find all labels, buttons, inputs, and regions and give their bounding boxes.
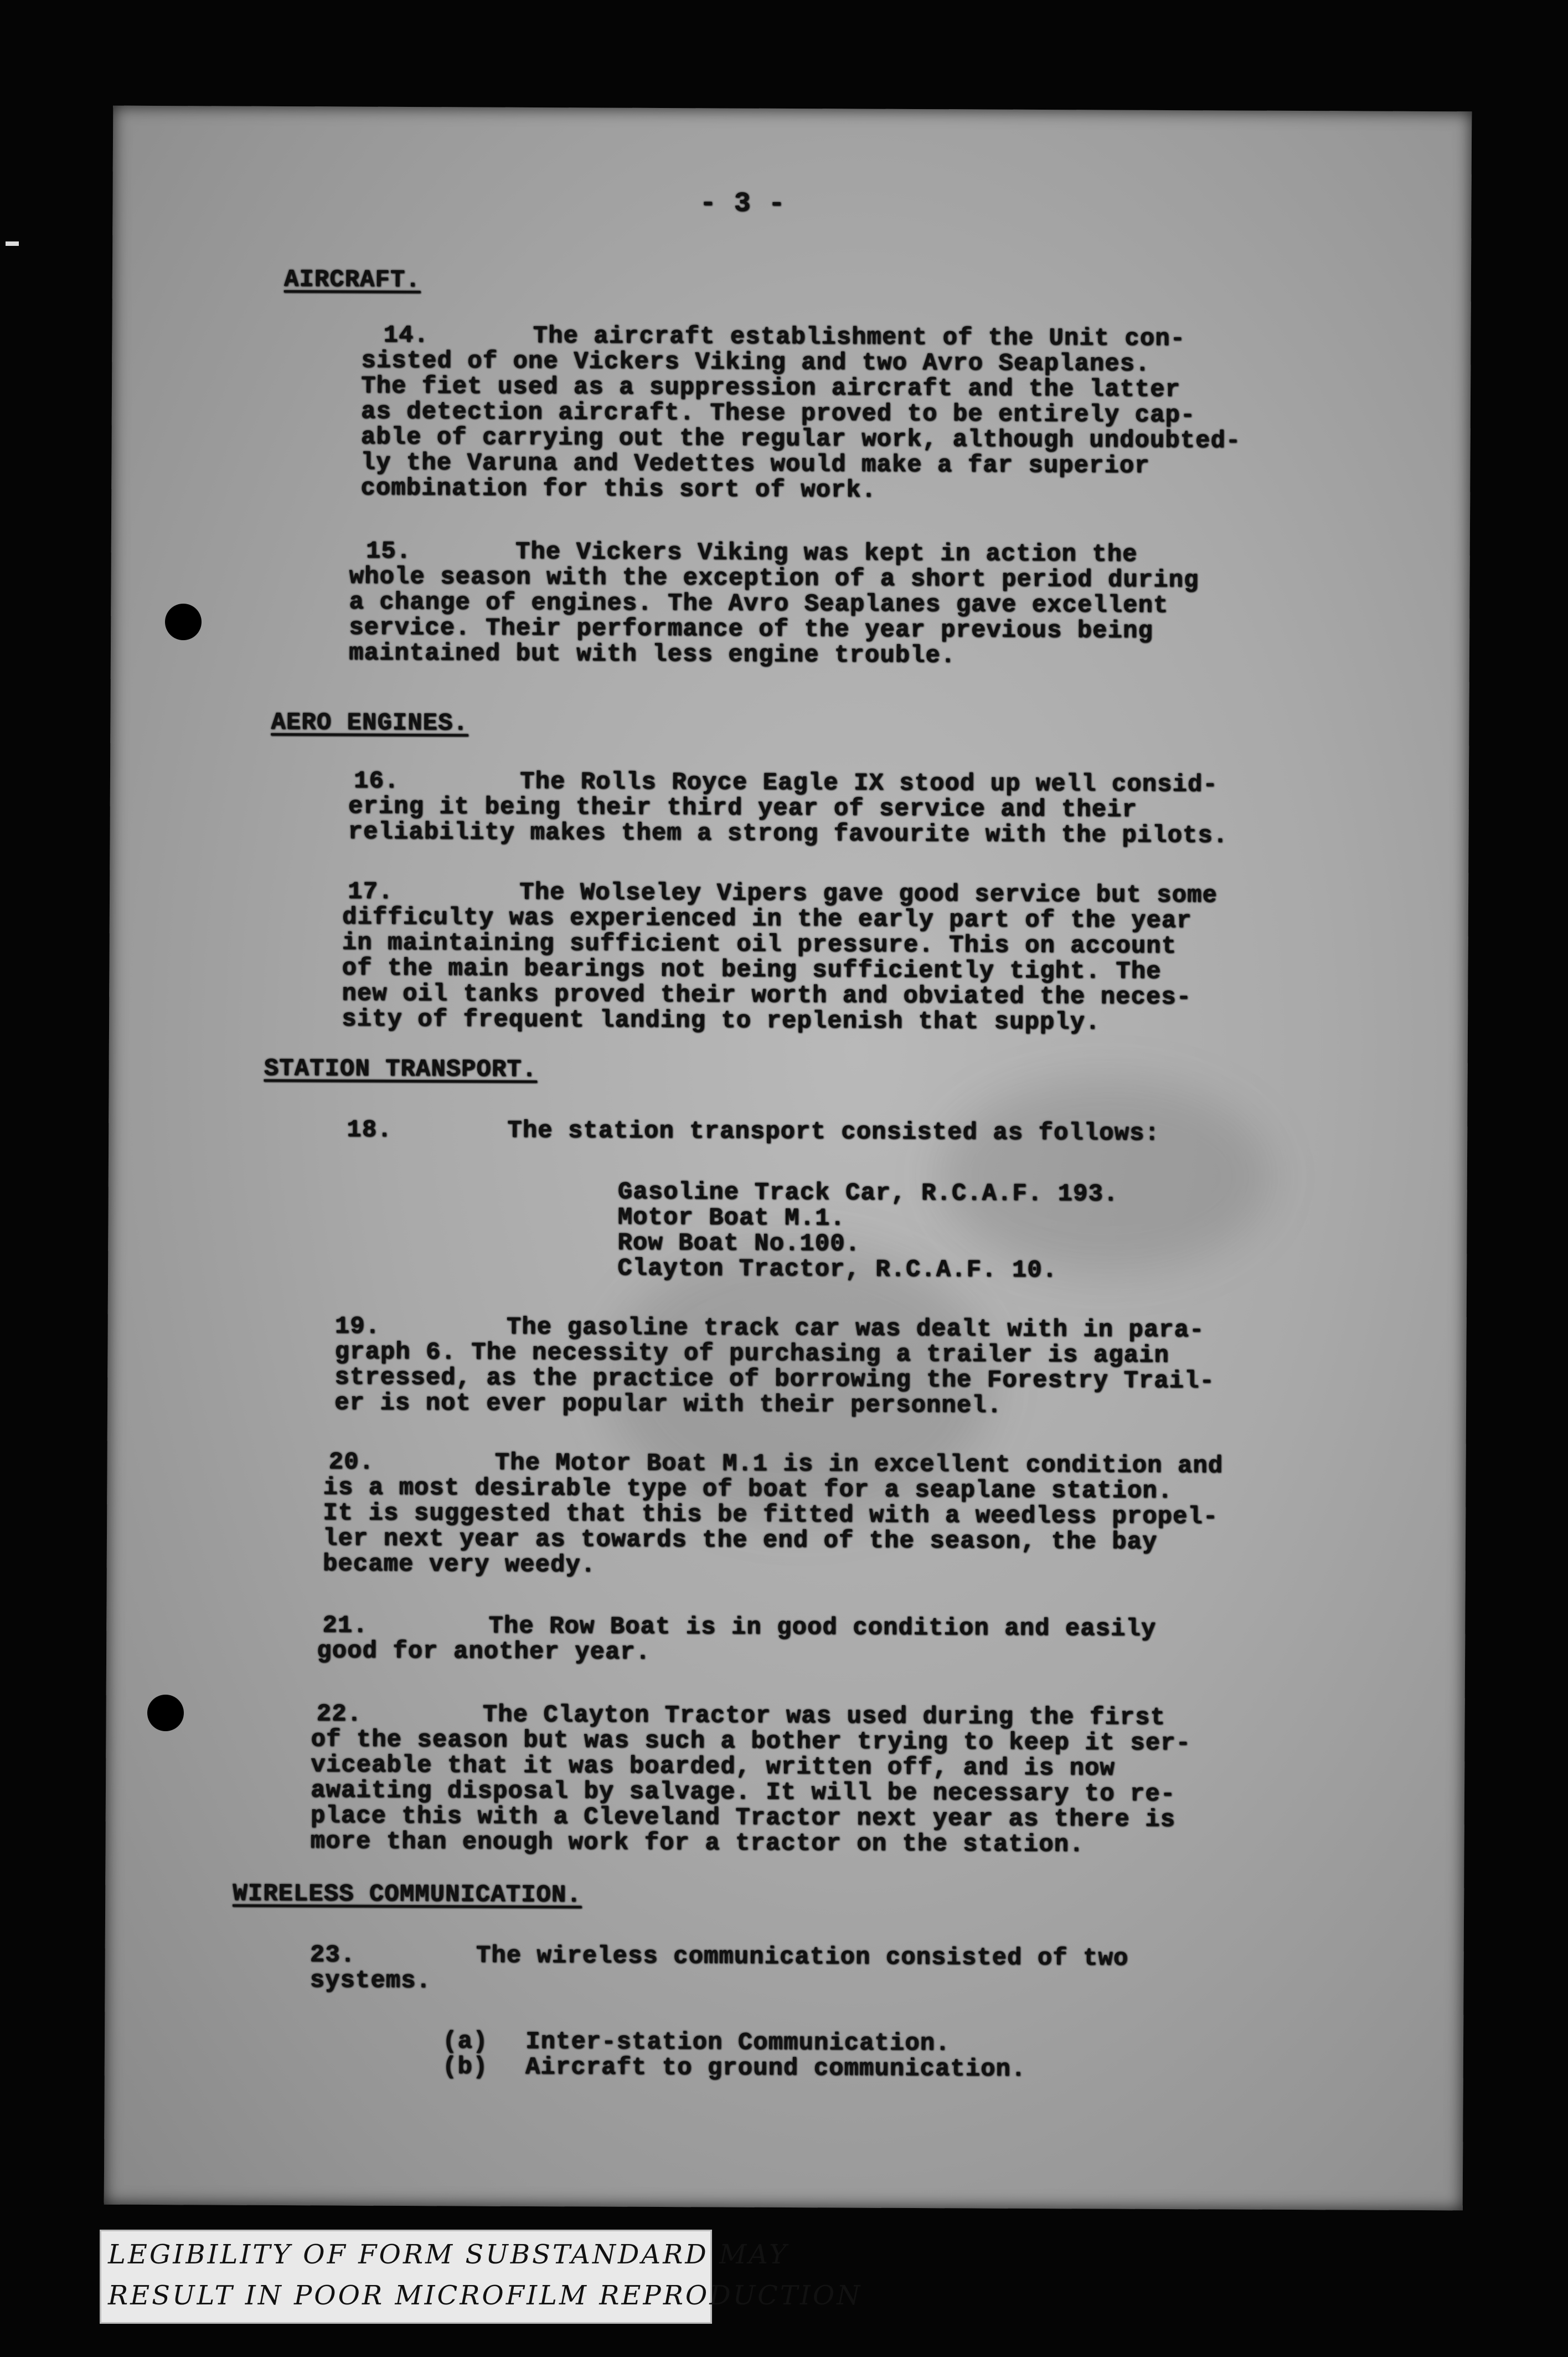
paragraph-line: a change of engines. The Avro Seaplanes gave excellent <box>349 588 1169 620</box>
paragraph-line: awaiting disposal by salvage. It will be necessary to re- <box>310 1777 1176 1809</box>
paragraph-line: It is suggested that this be fitted with a weedless propel- <box>323 1499 1219 1531</box>
paragraph-number: 22. <box>316 1700 362 1728</box>
page-stain <box>938 1078 1272 1274</box>
paragraph-line: The station transport consisted as follows: <box>507 1116 1160 1147</box>
microfilm-legibility-label <box>100 2230 863 2324</box>
transport-list-item: Row Boat No.100. <box>617 1229 860 1258</box>
punch-hole <box>165 604 202 640</box>
paragraph-line: able of carrying out the regular work, although undoubted- <box>360 423 1241 455</box>
list-letter: (a) <box>442 2027 488 2056</box>
paragraph-number: 21. <box>322 1612 368 1640</box>
section-heading-station-transport: STATION TRANSPORT. <box>264 1054 538 1084</box>
transport-list-item: Motor Boat M.1. <box>617 1203 845 1233</box>
paragraph-line: The Vickers Viking was kept in action the <box>515 538 1138 569</box>
paragraph-line: in maintaining sufficient oil pressure. This on account <box>342 929 1177 961</box>
paragraph-line: The fiet used as a suppression aircraft and the latter <box>360 372 1181 404</box>
paragraph-line: er is not ever popular with their personnel. <box>334 1389 1002 1420</box>
paragraph-line: The Clayton Tractor was used during the first <box>482 1701 1165 1732</box>
paragraph-line: place this with a Cleveland Tractor next year as there is <box>310 1802 1175 1834</box>
section-heading-aero-engines: AERO ENGINES. <box>271 708 468 738</box>
paragraph-line: viceable that it was boarded, written off, and is now <box>311 1751 1115 1783</box>
paragraph-number: 18. <box>347 1116 393 1144</box>
paragraph-line: maintained but with less engine trouble. <box>348 639 956 670</box>
transport-list-item: Gasoline Track Car, R.C.A.F. 193. <box>617 1178 1119 1208</box>
paragraph-number: 20. <box>328 1448 374 1476</box>
section-heading-aircraft: AIRCRAFT. <box>283 266 421 295</box>
section-heading-wireless: WIRELESS COMMUNICATION. <box>233 1880 582 1910</box>
paragraph-line: The gasoline track car was dealt with in para- <box>506 1313 1205 1345</box>
paragraph-line: systems. <box>310 1967 431 1995</box>
paragraph-line: more than enough work for a tractor on the station. <box>310 1828 1085 1859</box>
label-line-1: LEGIBILITY OF FORM SUBSTANDARD MAY <box>108 2239 789 2270</box>
paragraph-line: ly the Varuna and Vedettes would make a far superior <box>360 449 1150 480</box>
paragraph-line: The Row Boat is in good condition and easily <box>488 1612 1157 1643</box>
list-letter: (b) <box>442 2053 488 2081</box>
document-page <box>104 106 1472 2211</box>
paragraph-line: difficulty was experienced in the early part of the year <box>342 903 1192 935</box>
paragraph-line: as detection aircraft. These proved to be entirely cap- <box>360 398 1196 430</box>
paragraph-line: reliability makes them a strong favourite with the pilots. <box>348 818 1229 850</box>
paragraph-line: whole season with the exception of a short period during <box>349 563 1199 595</box>
paragraph-line: The Wolseley Vipers gave good service but some <box>519 878 1218 910</box>
paragraph-line: The wireless communication consisted of two <box>476 1942 1129 1973</box>
paragraph-line: ering it being their third year of service and their <box>348 792 1137 824</box>
paragraph-line: is a most desirable type of boat for a seaplane station. <box>323 1474 1173 1506</box>
paragraph-line: good for another year. <box>316 1637 651 1666</box>
punch-hole <box>147 1695 184 1731</box>
paragraph-line: ler next year as towards the end of the season, the bay <box>322 1525 1158 1556</box>
transport-list-item: Clayton Tractor, R.C.A.F. 10. <box>617 1254 1058 1285</box>
paragraph-number: 23. <box>310 1941 356 1969</box>
paragraph-line: service. Their performance of the year previous being <box>349 614 1153 645</box>
paragraph-line: of the main bearings not being sufficiently tight. The <box>342 954 1162 986</box>
paragraph-number: 16. <box>353 767 400 795</box>
paragraph-number: 19. <box>334 1313 380 1341</box>
paragraph-line: of the season but was such a bother trying to keep it ser- <box>311 1726 1191 1758</box>
paragraph-line: combination for this sort of work. <box>360 474 877 505</box>
paragraph-line: graph 6. The necessity of purchasing a trailer is again <box>334 1338 1169 1370</box>
label-line-2: RESULT IN POOR MICROFILM REPRODUCTION <box>108 2280 863 2311</box>
paragraph-line: became very weedy. <box>322 1550 596 1579</box>
paragraph-line: new oil tanks proved their worth and obviated the neces- <box>342 980 1192 1012</box>
paragraph-number: 15. <box>365 537 412 566</box>
paragraph-number: 14. <box>383 321 429 350</box>
list-item-text: Aircraft to ground communication. <box>525 2053 1027 2083</box>
page-number: - 3 - <box>699 188 786 220</box>
paragraph-line: sity of frequent landing to replenish that supply. <box>341 1005 1101 1037</box>
paragraph-line: stressed, as the practice of borrowing the Forestry Trail- <box>334 1363 1215 1396</box>
paragraph-line: The Rolls Royce Eagle IX stood up well consid- <box>519 768 1218 799</box>
paragraph-number: 17. <box>347 878 394 906</box>
paragraph-line: The Motor Boat M.1 is in excellent condition and <box>494 1449 1224 1480</box>
film-edge-mark <box>6 241 19 246</box>
paragraph-line: sisted of one Vickers Viking and two Avro Seaplanes. <box>361 347 1151 378</box>
paragraph-line: The aircraft establishment of the Unit con- <box>533 322 1185 353</box>
list-item-text: Inter-station Communication. <box>525 2027 951 2058</box>
